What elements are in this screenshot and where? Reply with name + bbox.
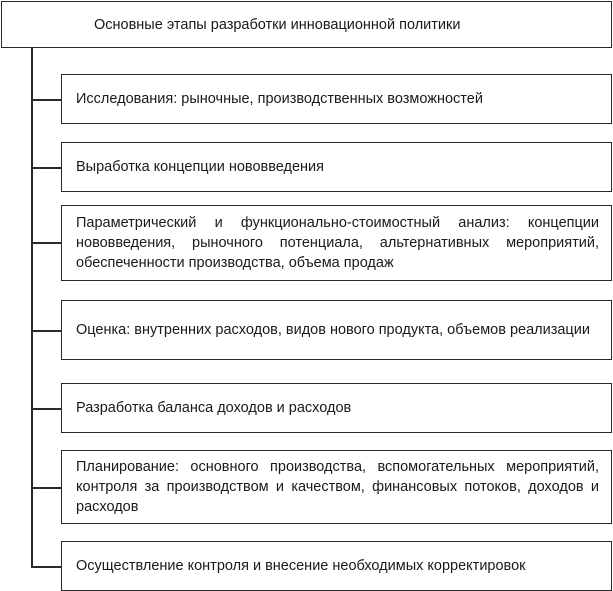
- connector-branch-7: [31, 566, 61, 568]
- step-text-3: Параметрический и функционально-стоимостный анализ: концепции нововведения, рыночного потенциала, альтернативных мероприятий, обеспеченности производства, объема продаж: [76, 215, 599, 271]
- step-box-3: [61, 205, 612, 281]
- diagram-title: Основные этапы разработки инновационной политики: [94, 16, 461, 33]
- connector-branch-3: [31, 242, 61, 244]
- connector-branch-1: [31, 99, 61, 101]
- step-box-1: [61, 74, 612, 124]
- step-text-6: Планирование: основного производства, вспомогательных мероприятий, контроля за производством и качеством, финансовых потоков, доходов и расходов: [76, 459, 599, 515]
- step-text-5: Разработка баланса доходов и расходов: [76, 400, 352, 416]
- step-box-4: [61, 300, 612, 360]
- step-box-2: [61, 142, 612, 192]
- step-box-5: [61, 383, 612, 433]
- step-text-1: Исследования: рыночные, производственных возможностей: [76, 91, 483, 107]
- step-box-7: [61, 541, 612, 591]
- connector-branch-2: [31, 167, 61, 169]
- step-text-4: Оценка: внутренних расходов, видов нового продукта, объемов реализации: [76, 322, 590, 338]
- step-text-7: Осуществление контроля и внесение необходимых корректировок: [76, 558, 526, 574]
- connector-branch-6: [31, 487, 61, 489]
- step-text-2: Выработка концепции нововведения: [76, 159, 324, 175]
- step-box-6: [61, 450, 612, 524]
- connector-branch-5: [31, 408, 61, 410]
- connector-trunk: [31, 48, 33, 568]
- diagram-title-box: [1, 1, 612, 48]
- connector-branch-4: [31, 330, 61, 332]
